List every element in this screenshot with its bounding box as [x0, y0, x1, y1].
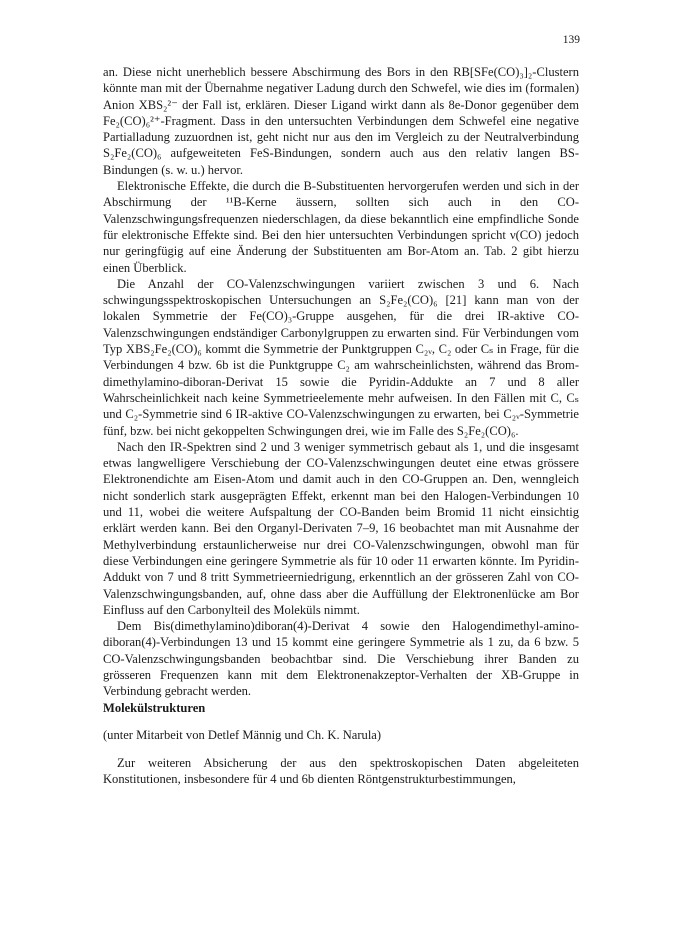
paragraph-4: Nach den IR-Spektren sind 2 und 3 weniger symmetrisch gebaut als 1, und die insgesamt etwas langwelligere Verschiebung der CO-Valenzschwingungen deutet eine etwas grössere Elektronendichte am Eisen-Atom und damit auch in den CO-Gruppen an. Den, wenngleich nicht sonderlich stark ausgeprägten Effekt, erkennt man bei den Halogen-Verbindungen 10 und 11, wobei die weitere Aufspaltung der CO-Banden beim Bromid 11 nicht einsichtig erklärt werden kann. Bei den Organyl-Derivaten 7–9, 16 beobachtet man mit Ausnahme der Methylverbindung erstaunlicherweise nur drei CO-Valenzschwingungen, obwohl man für diese Verbindungen eine geringere Symmetrie als für 10 oder 11 erwarten könnte. Im Pyridin-Addukt von 7 und 8 tritt Symmetrieerniedrigung, erkenntlich an der grösseren Zahl von CO-Valenzschwingungsbanden, auf, ohne dass aber die Auffüllung der Elektronenlücke am Bor Einfluss auf den Carbonylteil des Moleküls nimmt. [103, 439, 579, 617]
page-number: 139 [562, 34, 580, 46]
section-credit: (unter Mitarbeit von Detlef Männig und Ch. K. Narula) [103, 727, 382, 742]
paragraph-2: Elektronische Effekte, die durch die B-Substituenten hervorgerufen werden und sich in der Abschirmung der ¹¹B-Kerne äussern, sollten sich auch in den CO-Valenzschwingungsfrequenzen niederschlagen, da diese bekanntlich eine empfindliche Sonde für elektronische Effekte sind. Bei den hier untersuchten Verbindungen spricht ν(CO) jedoch nur geringfügig auf eine Änderung der Substituenten am Bor-Atom an. Tab. 2 gibt hierzu einen Überblick. [103, 179, 579, 275]
paragraph-5: Dem Bis(dimethylamino)diboran(4)-Derivat 4 sowie den Halogendimethyl-amino-diboran(4)-Verbindungen 13 und 15 kommt eine geringere Symmetrie als 1 zu, da 6 bzw. 5 CO-Valenzschwingungsbanden beobachtbar sind. Die Verschiebung ihrer Banden zu grösseren Frequenzen kann mit dem Elektronenakzeptor-Verhalten der XB-Gruppe in Verbindung gebracht werden. [103, 619, 579, 699]
paragraph-3: Die Anzahl der CO-Valenzschwingungen variiert zwischen 3 und 6. Nach schwingungsspektroskopischen Untersuchungen an S₂Fe₂(CO)₆ [21] kann man von der lokalen Symmetrie der Fe(CO)₃-Gruppe ausgehen, für die drei IR-aktive CO-Valenzschwingungen endständiger Carbonylgruppen zu erwarten sind. Für Verbindungen vom Typ XBS₂Fe₂(CO)₆ kommt die Symmetrie der Punktgruppen C₂ᵥ, C₂ oder Cₛ in Frage, für die Verbindungen 4 bzw. 6b ist die Punktgruppe C₂ am wahrscheinlichsten, während das Brom-dimethylamino-diboran-Derivat 15 sowie die Pyridin-Addukte an 7 und 8 aller Wahrscheinlichkeit nach keine Symmetrieelemente mehr aufweisen. In den Fällen mit C, Cₛ und C₂-Symmetrie sind 6 IR-aktive CO-Valenzschwingungen zu erwarten, bei C₂ᵥ-Symmetrie fünf, bzw. bei nicht gekoppelten Schwingungen drei, wie im Falle des S₂Fe₂(CO)₆. [103, 276, 579, 438]
paragraph-1: an. Diese nicht unerheblich bessere Abschirmung des Bors in den RB[SFe(CO)₃]₂-Clustern könnte man mit der Übernahme negativer Ladung durch den Schwefel, wie dies im (formalen) Anion XBS₂²⁻ der Fall ist, erklären. Dieser Ligand wirkt dann als 8e-Donor gegenüber dem Fe₂(CO)₆²⁺-Fragment. Dass in den untersuchten Verbindungen dem Schwefel eine negative Partialladung zuzuordnen ist, geht nicht nur aus den im Vergleich zu der Neutralverbindung S₂Fe₂(CO)₆ aufgeweiteten FeS-Bindungen, sondern auch aus den relativ langen BS-Bindungen (s. w. u.) hervor. [103, 65, 579, 177]
paragraph-6: Zur weiteren Absicherung der aus den spektroskopischen Daten abgeleiteten Konstitutionen, insbesondere für 4 und 6b dienten Röntgenstrukturbestimmungen, [103, 756, 579, 787]
page-body [103, 64, 579, 788]
section-heading: Molekülstrukturen [103, 700, 206, 715]
